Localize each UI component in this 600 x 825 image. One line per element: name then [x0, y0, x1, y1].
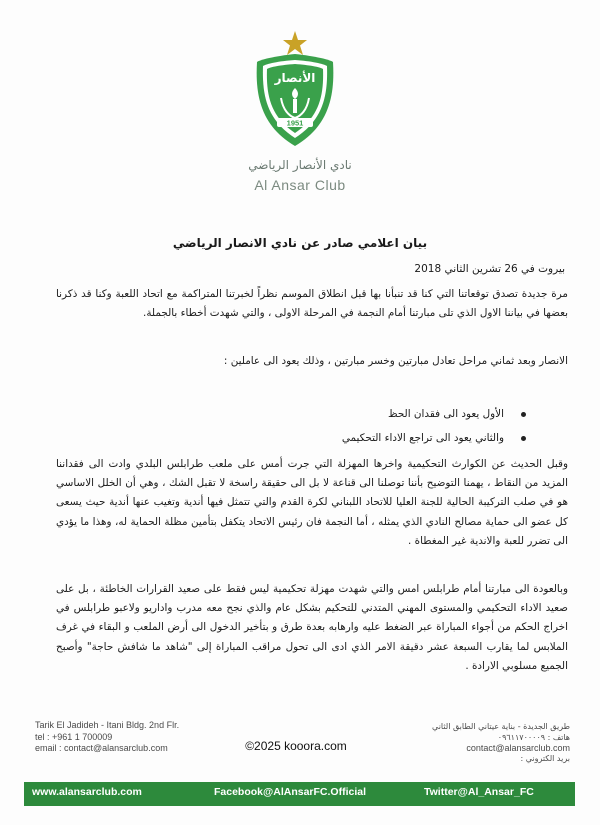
facebook-link[interactable]: Facebook@AlAnsarFC.Official [214, 786, 367, 798]
footer-address-english: Tarik El Jadideh - Itani Bldg. 2nd Flr. tel : +961 1 700009 email : contact@alansarclub.com [35, 720, 180, 753]
club-name-english: Al Ansar Club [254, 177, 346, 193]
svg-text:الأنصار: الأنصار [274, 71, 316, 85]
paragraph-refereeing: وقبل الحديث عن الكوارث التحكيمية واخرها المهزلة التي جرت أمس على ملعب طرابلس البلدي وادت الى فقداننا المزيد من النقاط ، يهمنا التوضيح بأننا توصلنا الى قناعة لا بل الى حقيقة راسخة لا تقبل الشك ، وهي أن الخلل الاساسي هو في صلب التركيبة الحالية للجنة العليا للاتحاد اللبناني لكرة القدم والتي تتمثل فيها أندية وتغيب عنها أندية حيث يسعى كل عضو الى حماية مصالح النادي الذي يمثله ، أما النجمة فان رئيس الاتحاد يتكفل بتأمين مظلة الحماية له، وهذا ما يؤدي الى تضرر للعبة والاندية غير المغطاة . [56, 458, 568, 547]
watermark: ©2025 kooora.com [245, 739, 347, 753]
bullet-icon [521, 436, 526, 441]
document-title: بيان اعلامي صادر عن نادي الانصار الرياضي [172, 236, 428, 250]
reasons-list [56, 402, 568, 450]
twitter-link[interactable]: Twitter@Al_Ansar_FC [424, 786, 534, 798]
club-crest-logo [253, 52, 337, 148]
paragraph-results: الانصار وبعد ثماني مراحل تعادل مبارتين وخسر مبارتين ، وذلك يعود الى عاملين : [223, 355, 568, 367]
document-date: بيروت في 26 تشرين الثاني 2018 [414, 263, 565, 275]
list-item: والثاني يعود الى تراجع الاداء التحكيمي [56, 426, 568, 450]
svg-text:1951: 1951 [286, 118, 304, 128]
footer-address-arabic: طريق الجديدة - بناية عيتاني الطابق الثاني هاتف : ٠٩٦١١٧٠٠٠٠٩ contact@alansarclub.com بريد الكتروني : [432, 722, 570, 763]
club-name-arabic: نادي الأنصار الرياضي [248, 158, 352, 172]
list-item: الأول يعود الى فقدان الحظ [56, 402, 568, 426]
bullet-icon [521, 412, 526, 417]
paragraph-match-tripoli: وبالعودة الى مبارتنا أمام طرابلس امس والتي شهدت مهزلة تحكيمية ليس فقط على صعيد القرارات الخاطئة ، بل على صعيد الاداء التحكيمي والمستوى المهني المتدني للتحكيم بشكل عام والذي نجح معه مدرب واداريو ولاعبو طرابلس في اخراج الحكم من أجواء المباراة عبر الضغط عليه وارهابه بعدة طرق و بتأخير الدخول الى أرض الملعب و البقاء في غرف الملابس لما يقارب السبعة عشر دقيقة الامر الذي ادى الى تحول مراقب المباراة إلى "شاهد ما شافش حاجة" وأصبح الجميع مسلوبي الارادة . [56, 583, 568, 672]
website-link[interactable]: www.alansarclub.com [32, 786, 142, 798]
footer-contact-bar [24, 782, 575, 806]
paragraph-intro: مرة جديدة تصدق توقعاتنا التي كنا قد تنبأنا بها قبل انطلاق الموسم نظراً لخبرتنا المتراكمة مع اتحاد اللعبة وكنا قد ذكرنا بعضها في بياننا الاول الذي تلى مبارتنا أمام النجمة في المرحلة الاولى ، والتي شهدت أخطاء بالجملة. [56, 288, 568, 320]
